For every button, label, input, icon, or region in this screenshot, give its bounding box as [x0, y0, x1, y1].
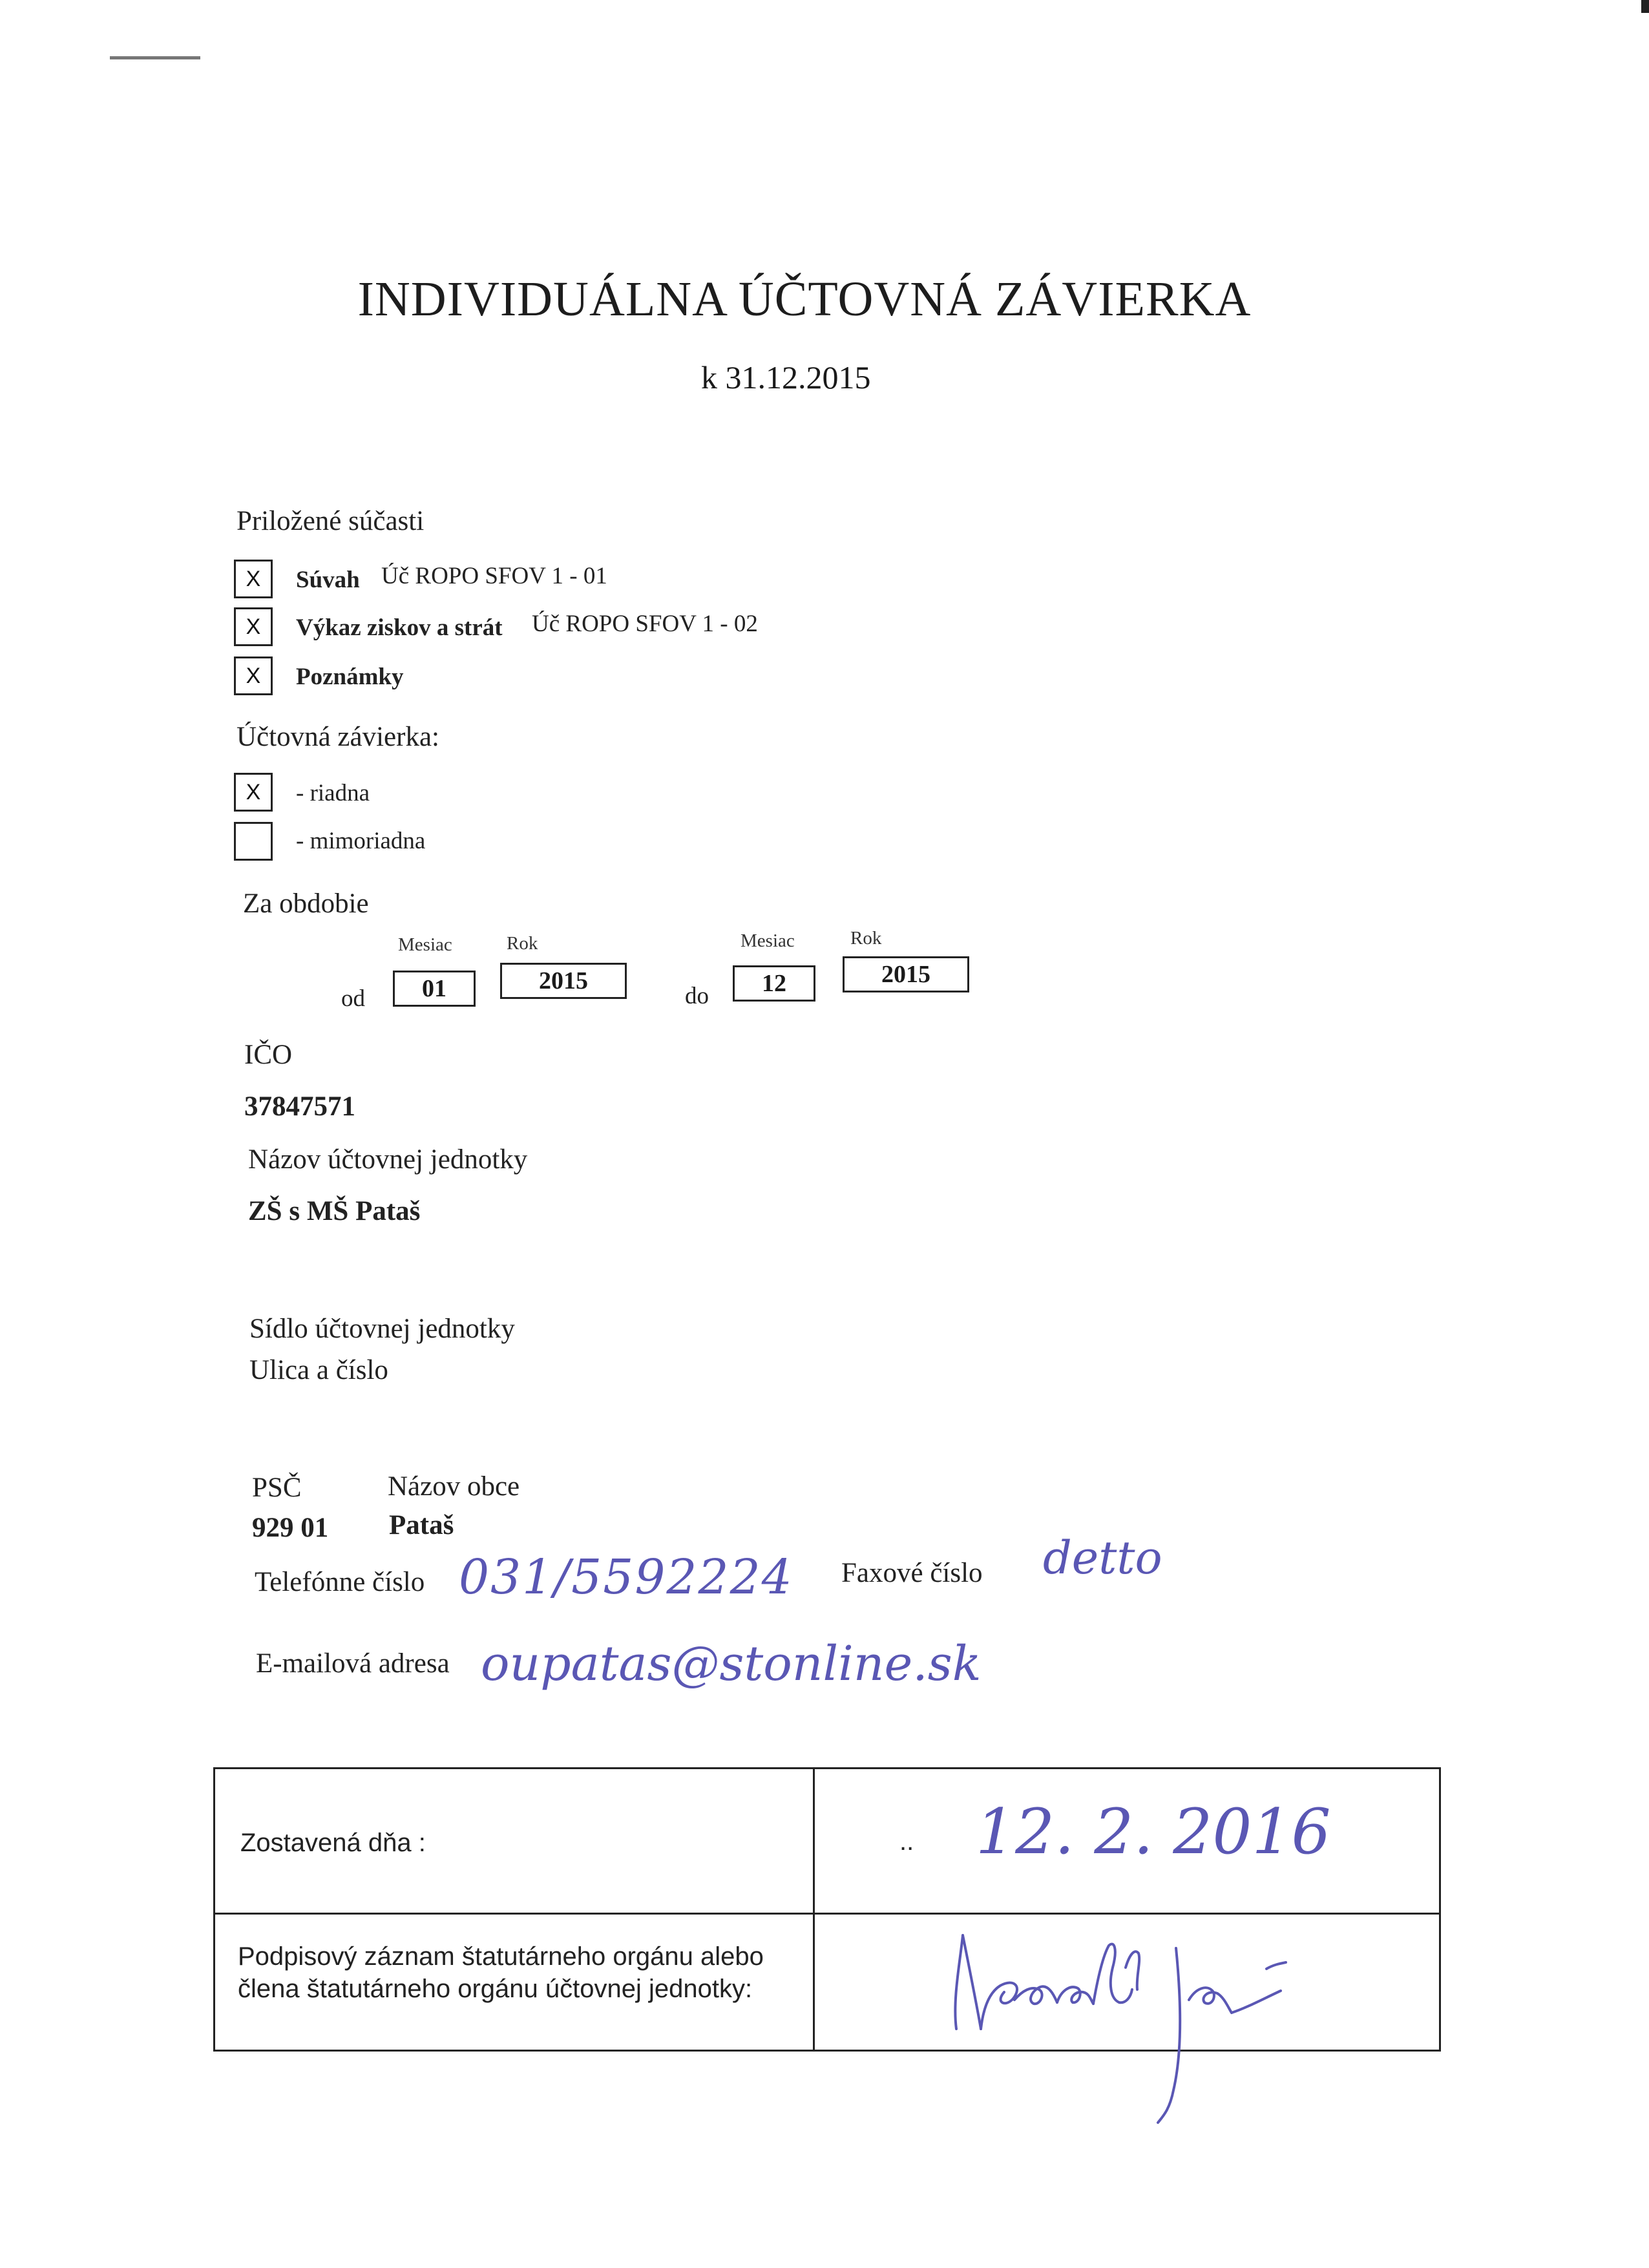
- compiled-date-handwritten: 12. 2. 2016: [976, 1796, 1331, 1868]
- psc-label: PSČ: [252, 1473, 302, 1503]
- table-row-divider: [213, 1913, 1441, 1915]
- from-year-field[interactable]: 2015: [500, 963, 627, 999]
- handwritten-signature: [943, 1922, 1305, 2129]
- from-year-label: Rok: [507, 933, 538, 954]
- to-month-field[interactable]: 12: [733, 965, 815, 1002]
- to-month-label: Mesiac: [740, 930, 795, 951]
- balance-checkbox[interactable]: X: [234, 560, 273, 598]
- signature-label-line1: Podpisový záznam štatutárneho orgánu alebo: [238, 1942, 764, 1971]
- notes-checkbox[interactable]: X: [234, 656, 273, 695]
- street-label: Ulica a číslo: [249, 1355, 388, 1385]
- profit-loss-code: Úč ROPO SFOV 1 - 02: [532, 611, 758, 637]
- fax-label: Faxové číslo: [841, 1558, 983, 1588]
- document-title: INDIVIDUÁLNA ÚČTOVNÁ ZÁVIERKA: [357, 272, 1252, 326]
- to-year-label: Rok: [850, 928, 882, 949]
- attachments-heading: Priložené súčasti: [236, 506, 425, 536]
- notes-label: Poznámky: [296, 664, 404, 690]
- to-label: do: [685, 983, 709, 1009]
- statement-type-heading: Účtovná závierka:: [236, 722, 439, 752]
- profit-loss-checkbox[interactable]: X: [234, 607, 273, 646]
- regular-label: - riadna: [296, 780, 370, 806]
- balance-code: Úč ROPO SFOV 1 - 01: [381, 563, 607, 589]
- ico-value: 37847571: [244, 1091, 355, 1122]
- town-label: Názov obce: [388, 1471, 520, 1502]
- phone-handwritten: 031/5592224: [459, 1549, 793, 1605]
- signature-table: [213, 1767, 1441, 2052]
- signature-label-line2: člena štatutárneho orgánu účtovnej jednotky:: [238, 1975, 753, 2003]
- extraordinary-checkbox[interactable]: [234, 822, 273, 861]
- compiled-label: Zostavená dňa :: [240, 1829, 426, 1857]
- phone-label: Telefónne číslo: [255, 1567, 425, 1597]
- ico-label: IČO: [244, 1040, 293, 1070]
- to-year-field[interactable]: 2015: [843, 956, 969, 992]
- from-month-label: Mesiac: [398, 934, 452, 955]
- email-label: E-mailová adresa: [256, 1648, 450, 1679]
- fax-handwritten: detto: [1043, 1531, 1162, 1584]
- profit-loss-label: Výkaz ziskov a strát: [296, 614, 503, 641]
- document-date: k 31.12.2015: [701, 359, 871, 395]
- scan-artifact-edge: [1641, 0, 1649, 13]
- balance-label: Súvah: [296, 567, 360, 593]
- table-column-divider: [813, 1767, 815, 2052]
- entity-name-label: Názov účtovnej jednotky: [248, 1144, 528, 1175]
- regular-checkbox[interactable]: X: [234, 773, 273, 812]
- from-label: od: [341, 985, 365, 1012]
- period-heading: Za obdobie: [243, 888, 369, 919]
- compiled-prefix: ..: [899, 1827, 914, 1856]
- from-month-field[interactable]: 01: [393, 971, 476, 1007]
- scan-artifact-line: [110, 56, 200, 59]
- entity-name-value: ZŠ s MŠ Pataš: [248, 1196, 421, 1226]
- email-handwritten: oupatas@stonline.sk: [481, 1636, 982, 1692]
- seat-label: Sídlo účtovnej jednotky: [249, 1314, 515, 1344]
- town-value: Pataš: [389, 1510, 454, 1540]
- extraordinary-label: - mimoriadna: [296, 828, 426, 854]
- psc-value: 929 01: [252, 1513, 329, 1543]
